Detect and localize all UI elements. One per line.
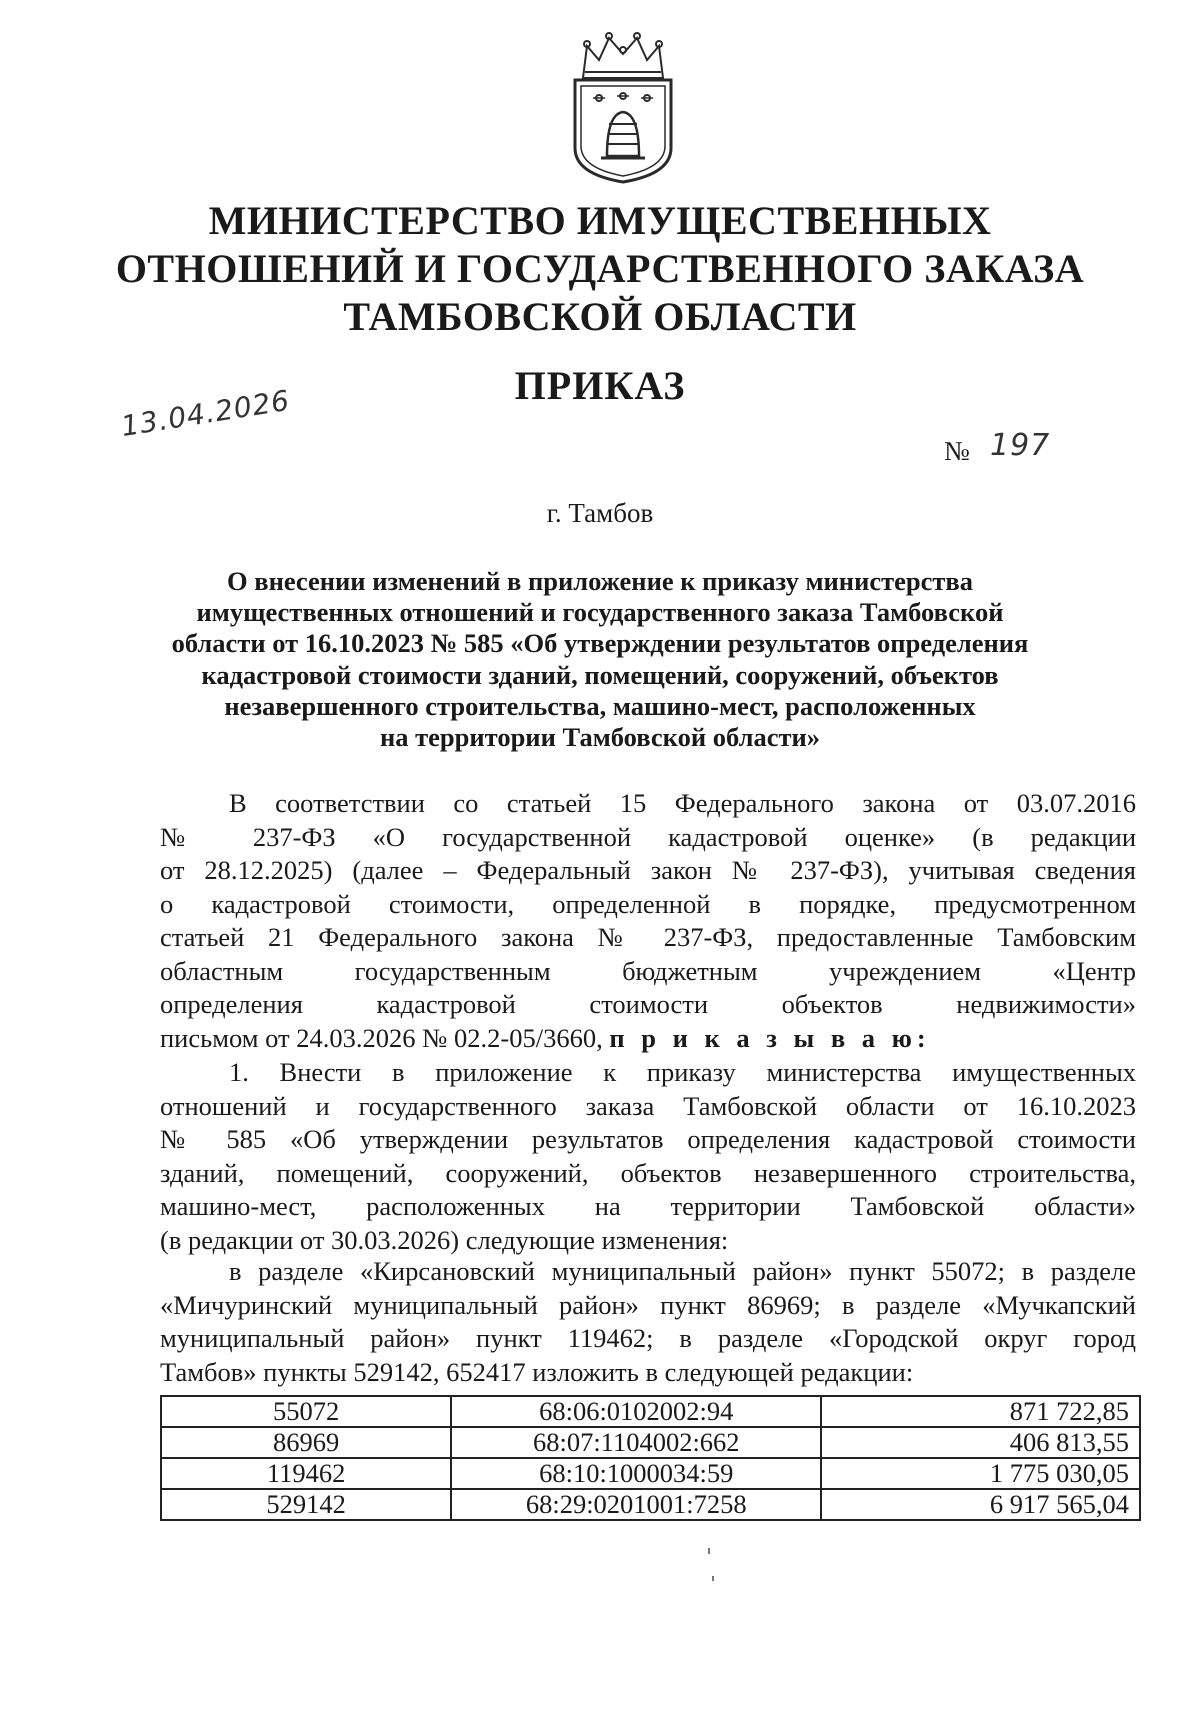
number-label: №	[944, 436, 970, 466]
document-subject	[140, 566, 1060, 753]
ministry-name-line: МИНИСТЕРСТВО ИМУЩЕСТВЕННЫХ	[208, 198, 992, 243]
cadastral-number-cell: 68:29:0201001:7258	[451, 1489, 821, 1520]
ministry-name-line: ТАМБОВСКОЙ ОБЛАСТИ	[343, 294, 857, 339]
paragraph-line: № 237-ФЗ «О государственной кадастровой оценке» (в редакции	[160, 821, 1136, 852]
cadastral-number-cell: 68:06:0102002:94	[451, 1396, 821, 1427]
order-word: п р и к а з ы в а ю:	[609, 1022, 931, 1053]
scan-speck	[708, 1548, 710, 1554]
table-row	[161, 1396, 1140, 1427]
table-row	[161, 1427, 1140, 1458]
cadastral-number-cell: 68:10:1000034:59	[451, 1458, 821, 1489]
paragraph-line: № 585 «Об утверждении результатов определения кадастровой стоимости	[160, 1124, 1136, 1154]
paragraph-line-text: письмом от 24.03.2026 № 02.2-05/3660,	[160, 1022, 603, 1053]
sections-paragraph	[160, 1255, 1136, 1389]
subject-line: О внесении изменений в приложение к приказу министерства	[227, 566, 973, 596]
cadastral-value-cell: 1 775 030,05	[821, 1458, 1140, 1489]
paragraph-line: статьей 21 Федерального закона № 237-ФЗ, предоставленные Тамбовским	[160, 922, 1136, 952]
paragraph-line: (в редакции от 30.03.2026) следующие изменения:	[160, 1224, 729, 1255]
paragraph-line: о кадастровой стоимости, определенной в порядке, предусмотренном	[160, 888, 1136, 919]
handwritten-number: 197	[990, 428, 1051, 463]
subject-line: незавершенного строительства, машино-мест, расположенных	[224, 690, 976, 721]
preamble-paragraph	[160, 787, 1136, 1055]
paragraph-line: от 28.12.2025) (далее – Федеральный закон № 237-ФЗ), учитывая сведения	[160, 855, 1136, 885]
paragraph-line	[160, 1022, 1136, 1056]
table-row	[161, 1489, 1140, 1520]
paragraph-line: машино-мест, расположенных на территории Тамбовской области»	[160, 1191, 1136, 1221]
item-number-cell: 119462	[161, 1458, 451, 1489]
coat-of-arms-emblem	[561, 28, 685, 186]
table-row	[161, 1458, 1140, 1489]
item-number-cell: 529142	[161, 1489, 451, 1520]
values-table	[160, 1395, 1141, 1521]
subject-line: имущественных отношений и государственного заказа Тамбовской	[196, 597, 1004, 628]
subject-line: на территории Тамбовской области»	[379, 722, 820, 753]
document-type: ПРИКАЗ	[514, 363, 686, 408]
paragraph-line: «Мичуринский муниципальный район» пункт 86969; в разделе «Мучкапский	[160, 1289, 1136, 1320]
cadastral-value-cell: 6 917 565,04	[821, 1489, 1140, 1520]
paragraph-line: 1. Внести в приложение к приказу министерства имущественных	[229, 1057, 1136, 1087]
subject-line: кадастровой стоимости зданий, помещений, сооружений, объектов	[201, 659, 999, 690]
paragraph-line: в разделе «Кирсановский муниципальный район» пункт 55072; в разделе	[229, 1256, 1136, 1286]
item-number-cell: 55072	[161, 1396, 451, 1427]
ministry-name	[100, 197, 1100, 341]
paragraph-line: областным государственным бюджетным учреждением «Центр	[160, 955, 1136, 986]
paragraph-line: муниципальный район» пункт 119462; в разделе «Городской округ город	[160, 1323, 1136, 1353]
handwritten-date: 13.04.2026	[118, 383, 293, 443]
paragraph-line: отношений и государственного заказа Тамбовской области от 16.10.2023	[160, 1090, 1136, 1121]
scan-speck	[712, 1576, 714, 1581]
item-number-cell: 86969	[161, 1427, 451, 1458]
ministry-name-line: ОТНОШЕНИЙ И ГОСУДАРСТВЕННОГО ЗАКАЗА	[115, 246, 1085, 291]
cadastral-value-cell: 871 722,85	[821, 1396, 1140, 1427]
paragraph-line: Тамбов» пункты 529142, 652417 изложить в следующей редакции:	[160, 1356, 914, 1387]
subject-line: области от 16.10.2023 № 585 «Об утверждении результатов определения	[171, 628, 1029, 659]
paragraph-line: зданий, помещений, сооружений, объектов незавершенного строительства,	[160, 1157, 1136, 1188]
city-line: г. Тамбов	[546, 498, 654, 528]
paragraph-line: В соответствии со статьей 15 Федерального закона от 03.07.2016	[229, 788, 1136, 818]
clause-1-paragraph	[160, 1056, 1136, 1257]
cadastral-value-cell: 406 813,55	[821, 1427, 1140, 1458]
paragraph-line: определения кадастровой стоимости объектов недвижимости»	[160, 989, 1136, 1019]
cadastral-number-cell: 68:07:1104002:662	[451, 1427, 821, 1458]
cadastral-value-table	[160, 1395, 1141, 1521]
